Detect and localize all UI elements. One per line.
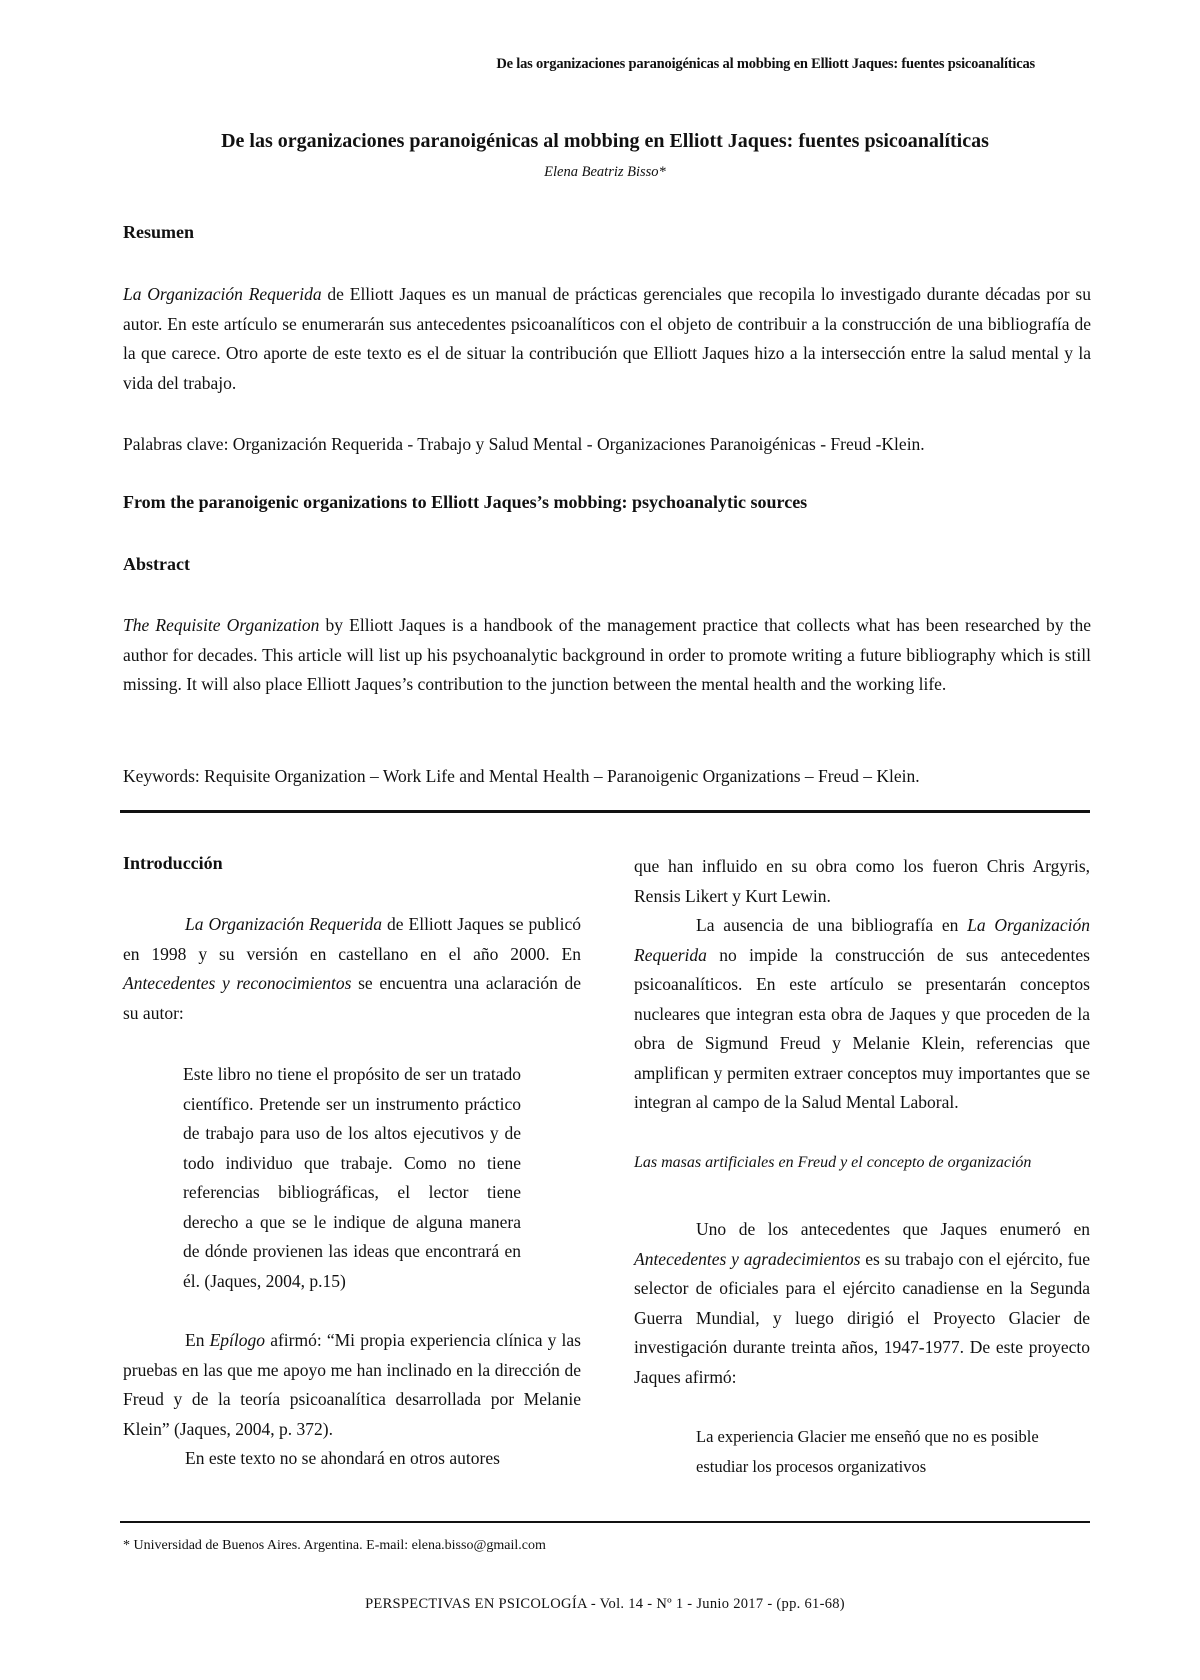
right-paragraph-2 [634, 911, 1090, 1118]
footnote-divider [120, 1521, 1090, 1523]
right-paragraph-3 [634, 1215, 1090, 1392]
right-paragraph-continued: que han influido en su obra como los fueron Chris Argyris, Rensis Likert y Kurt Lewin. [634, 856, 1090, 906]
right-subheading: Las masas artificiales en Freud y el concepto de organización [634, 1153, 1032, 1171]
intro-italic-epilogo: Epílogo [209, 1330, 266, 1350]
intro-heading: Introducción [123, 853, 223, 873]
abstract-text [123, 611, 1091, 700]
resumen-body: de Elliott Jaques es un manual de prácticas gerenciales que recopila lo investigado durante décadas por su autor. En este artículo se enumerarán sus antecedentes psicoanalíticos con el objeto de contribuir a la construcción de una bibliografía de la que carece. Otro aporte de este texto es el de situar la contribución que Elliott Jaques hizo a la intersección entre la salud mental y la vida del trabajo. [123, 284, 1091, 393]
right-italic-antecedentes: Antecedentes y agradecimientos [634, 1248, 861, 1269]
abstract-heading: Abstract [123, 554, 190, 574]
right-p2-text-a: La ausencia de una bibliografía en [696, 915, 968, 935]
intro-p1-text-b: se encuentra una aclaración de su autor: [123, 973, 581, 1023]
abstract-keywords: Keywords: Requisite Organization – Work Life and Mental Health – Paranoigenic Organizations – Freud – Klein. [123, 766, 920, 786]
resumen-heading: Resumen [123, 222, 194, 242]
article-title: De las organizaciones paranoigénicas al mobbing en Elliott Jaques: fuentes psicoanalíticas [221, 130, 989, 152]
abstract-lead-italic: The Requisite Organization [123, 615, 320, 635]
right-block-quote: La experiencia Glacier me enseñó que no es posible estudiar los procesos organizativos [696, 1427, 1039, 1476]
intro-p1-text-a: de Elliott Jaques se publicó en 1998 y su versión en castellano en el año 2000. En [123, 914, 582, 964]
section-divider [120, 810, 1090, 813]
abstract-body: by Elliott Jaques is a handbook of the management practice that collects what has been researched by the author for decades. This article will list up his psychoanalytic background in order to promote writing a future bibliography which is still missing. It will also place Elliott Jaques’s contribution to the junction between the mental health and the working life. [123, 615, 1091, 694]
right-p2-text-b: no impide la construcción de sus antecedentes psicoanalíticos. En este artículo se presentarán conceptos nucleares que integran esta obra de Jaques y que proceden de la obra de Sigmund Freud y Melanie Klein, referencias que amplifican y permiten extraer conceptos muy importantes que se integran al campo de la Salud Mental Laboral. [634, 944, 1090, 1112]
intro-italic-title: La Organización Requerida [185, 914, 382, 934]
english-title: From the paranoigenic organizations to Elliott Jaques’s mobbing: psychoanalytic sources [123, 492, 808, 512]
intro-p2-text-b: afirmó: “Mi propia experiencia clínica y las pruebas en las que me apoyo me han inclinado en la dirección de Freud y de la teoría psicoanalítica desarrollada por Melanie Klein” (Jaques, 2004, p. 372). [123, 1330, 581, 1439]
resumen-text [123, 280, 1091, 398]
resumen-lead-italic: La Organización Requerida [123, 284, 322, 304]
right-italic-title: La Organización Requerida [634, 915, 1090, 965]
journal-footer: PERSPECTIVAS EN PSICOLOGÍA - Vol. 14 - Nº 1 - Junio 2017 - (pp. 61-68) [365, 1596, 845, 1612]
intro-paragraph-3: En este texto no se ahondará en otros autores [185, 1448, 500, 1468]
right-column [634, 852, 1090, 1481]
intro-paragraph-2 [123, 1326, 581, 1444]
intro-p2-text-a: En [185, 1330, 210, 1350]
running-header: De las organizaciones paranoigénicas al mobbing en Elliott Jaques: fuentes psicoanalíticas [496, 56, 1035, 72]
left-column [123, 848, 581, 1474]
right-p3-text-a: Uno de los antecedentes que Jaques enumeró en [696, 1219, 1090, 1239]
intro-paragraph-1 [123, 910, 581, 1028]
article-author: Elena Beatriz Bisso* [544, 164, 666, 180]
intro-block-quote: Este libro no tiene el propósito de ser un tratado científico. Pretende ser un instrumento práctico de trabajo para uso de los altos ejecutivos y de todo individuo que trabaje. Como no tiene referencias bibliográficas, el lector tiene derecho a que se le indique de alguna manera de dónde provienen las ideas que encontrará en él. (Jaques, 2004, p.15) [183, 1064, 521, 1291]
author-footnote: * Universidad de Buenos Aires. Argentina. E-mail: elena.bisso@gmail.com [123, 1538, 546, 1553]
right-p3-text-b: es su trabajo con el ejército, fue selector de oficiales para el ejército canadiense en la Segunda Guerra Mundial, y luego dirigió el Proyecto Glacier de investigación durante treinta años, 1947-1977. De este proyecto Jaques afirmó: [634, 1248, 1090, 1387]
intro-italic-antecedentes: Antecedentes y reconocimientos [123, 973, 352, 993]
resumen-keywords: Palabras clave: Organización Requerida - Trabajo y Salud Mental - Organizaciones Paranoigénicas - Freud -Klein. [123, 434, 925, 454]
